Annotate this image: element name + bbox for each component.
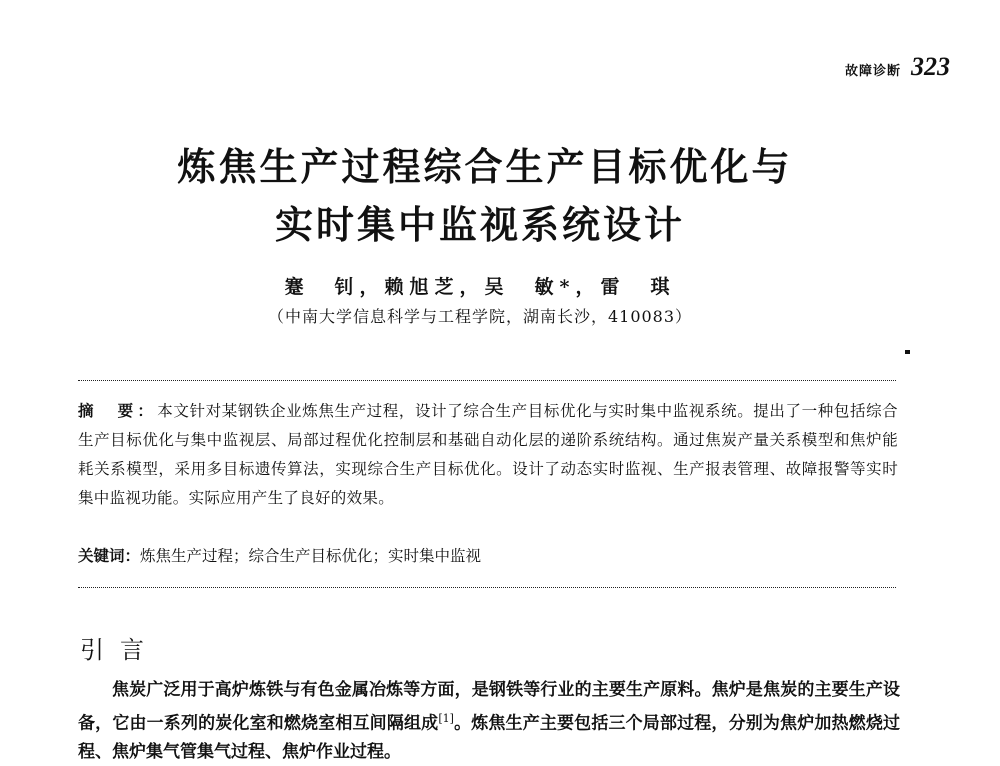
page-number: 323 [911,52,950,81]
keywords [78,542,898,571]
authors: 蹇 钊，赖旭芝，吴 敏*，雷 琪 [284,276,676,298]
abstract [78,397,898,513]
paper-title [0,138,1000,254]
body-text-part2: 。炼焦生产主要包括三个局部过程，分别为焦炉加热燃烧过程、焦炉集气管集气过程、焦炉作业过程。 [78,713,901,762]
abstract-text: 本文针对某钢铁企业炼焦生产过程，设计了综合生产目标优化与实时集中监视系统。提出了一种包括综合生产目标优化与集中监视层、局部过程优化控制层和基础自动化层的递阶系统结构。通过焦炭产量关系模型和焦炉能耗关系模型，采用多目标遗传算法，实现综合生产目标优化。设计了动态实时监视、生产报表管理、故障报警等实时集中监视功能。实际应用产生了良好的效果。 [78,402,898,507]
abstract-label: 摘 要： [78,402,158,420]
running-header [845,52,950,82]
body-text-part1: 焦炭广泛用于高炉炼铁与有色金属冶炼等方面，是钢铁等行业的主要生产原料。焦炉是焦炭的主要生产设备，它由一系列的炭化室和燃烧室相互间隔组成 [78,680,900,734]
citation: [1] [438,711,454,725]
title-line-2: 实时集中监视系统设计 [274,202,685,247]
bottom-divider [78,587,896,588]
section-label: 故障诊断 [844,64,901,79]
stray-mark [905,350,910,354]
top-divider [78,380,896,381]
affiliation: （中南大学信息科学与工程学院，湖南长沙，410083） [267,307,693,326]
title-line-1: 炼焦生产过程综合生产目标优化与 [177,144,793,189]
body-paragraph [78,676,900,766]
section-heading: 引言 [80,636,160,664]
keywords-label: 关键词： [78,547,141,565]
keywords-text: 炼焦生产过程；综合生产目标优化；实时集中监视 [140,547,482,565]
